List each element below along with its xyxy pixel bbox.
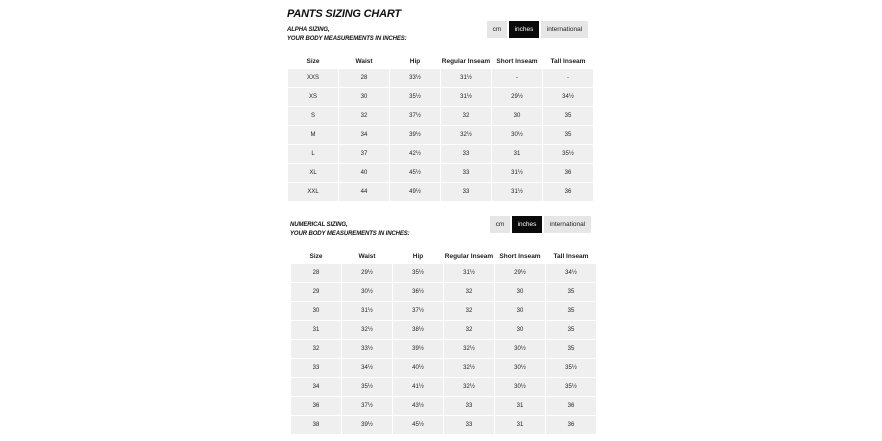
section-title-line-1: NUMERICAL SIZING,: [290, 222, 348, 228]
table-cell: 31: [495, 397, 545, 415]
table-row: [288, 126, 593, 144]
table-cell: 35: [543, 126, 593, 144]
table-cell: 33: [441, 145, 491, 163]
table-cell: 45½: [390, 164, 440, 182]
table-row: [291, 264, 596, 282]
table-cell: 32: [444, 302, 494, 320]
table-cell: 30: [495, 302, 545, 320]
table-cell: 30½: [495, 359, 545, 377]
table-cell: 30½: [342, 283, 392, 301]
table-cell: -: [543, 69, 593, 87]
table-cell: 34: [291, 378, 341, 396]
section-title: [290, 221, 410, 239]
table-row: [291, 359, 596, 377]
column-header: Tall Inseam: [546, 249, 596, 263]
table-cell: 33: [441, 183, 491, 201]
column-header: Regular Inseam: [444, 249, 494, 263]
table-cell: XS: [288, 88, 338, 106]
table-cell: 31: [291, 321, 341, 339]
table-cell: 30: [495, 321, 545, 339]
table-cell: 35½: [543, 145, 593, 163]
alpha-size-table: [287, 53, 594, 202]
unit-international-button[interactable]: international: [544, 216, 591, 233]
table-cell: 37½: [390, 107, 440, 125]
table-cell: 31½: [441, 69, 491, 87]
table-cell: 31: [495, 416, 545, 434]
table-cell: 29½: [492, 88, 542, 106]
section-title: [287, 26, 407, 44]
table-row: [291, 416, 596, 434]
table-row: [291, 397, 596, 415]
table-cell: 36: [546, 416, 596, 434]
table-cell: 31½: [492, 164, 542, 182]
table-cell: 31½: [492, 183, 542, 201]
unit-inches-button[interactable]: inches: [509, 21, 539, 38]
table-cell: 36½: [393, 283, 443, 301]
table-cell: 31½: [444, 264, 494, 282]
table-cell: XXL: [288, 183, 338, 201]
table-cell: 32: [444, 321, 494, 339]
table-row: [288, 107, 593, 125]
table-row: [288, 88, 593, 106]
table-cell: 45½: [393, 416, 443, 434]
table-cell: 29½: [342, 264, 392, 282]
section-title-line-2: YOUR BODY MEASUREMENTS IN INCHES:: [287, 36, 407, 42]
table-cell: 37: [339, 145, 389, 163]
table-cell: 33: [441, 164, 491, 182]
table-cell: XL: [288, 164, 338, 182]
table-cell: 32½: [444, 359, 494, 377]
table-cell: 35: [546, 283, 596, 301]
table-cell: 41½: [393, 378, 443, 396]
table-cell: 32: [444, 283, 494, 301]
table-cell: 40½: [393, 359, 443, 377]
table-cell: L: [288, 145, 338, 163]
table-cell: 39½: [393, 340, 443, 358]
section-title-line-2: YOUR BODY MEASUREMENTS IN INCHES:: [290, 231, 410, 237]
unit-inches-button[interactable]: inches: [512, 216, 542, 233]
table-cell: 33: [444, 397, 494, 415]
table-cell: 39½: [342, 416, 392, 434]
table-row: [291, 378, 596, 396]
column-header: Waist: [342, 249, 392, 263]
table-cell: 36: [543, 164, 593, 182]
column-header: Short Inseam: [492, 54, 542, 68]
table-cell: 35½: [393, 264, 443, 282]
table-row: [291, 340, 596, 358]
table-cell: 37½: [393, 302, 443, 320]
table-cell: M: [288, 126, 338, 144]
table-cell: 37½: [342, 397, 392, 415]
unit-toggle: [487, 21, 588, 38]
table-cell: 30½: [492, 126, 542, 144]
table-cell: 36: [291, 397, 341, 415]
table-cell: 35½: [546, 378, 596, 396]
table-cell: 31½: [342, 302, 392, 320]
table-cell: 32: [291, 340, 341, 358]
table-cell: 35½: [390, 88, 440, 106]
table-cell: 28: [339, 69, 389, 87]
table-cell: 43½: [393, 397, 443, 415]
table-cell: 35½: [546, 359, 596, 377]
table-cell: 30: [492, 107, 542, 125]
table-cell: 34½: [543, 88, 593, 106]
table-cell: 42½: [390, 145, 440, 163]
table-cell: XXS: [288, 69, 338, 87]
table-row: [288, 69, 593, 87]
column-header: Tall Inseam: [543, 54, 593, 68]
table-row: [288, 164, 593, 182]
table-cell: 35: [546, 321, 596, 339]
table-cell: 31½: [441, 88, 491, 106]
table-cell: 30: [339, 88, 389, 106]
table-cell: 32½: [441, 126, 491, 144]
table-row: [288, 145, 593, 163]
table-cell: 49½: [390, 183, 440, 201]
table-cell: 33: [444, 416, 494, 434]
unit-cm-button[interactable]: cm: [490, 216, 510, 233]
numerical-size-table: [290, 248, 597, 435]
table-row: [291, 321, 596, 339]
column-header: Short Inseam: [495, 249, 545, 263]
table-row: [291, 283, 596, 301]
table-cell: 32½: [342, 321, 392, 339]
table-row: [288, 183, 593, 201]
table-cell: S: [288, 107, 338, 125]
table-row: [291, 302, 596, 320]
table-header-row: [291, 249, 596, 263]
table-cell: 34: [339, 126, 389, 144]
table-cell: 31: [492, 145, 542, 163]
table-cell: 30½: [495, 340, 545, 358]
table-cell: 44: [339, 183, 389, 201]
table-cell: 32: [441, 107, 491, 125]
table-cell: 40: [339, 164, 389, 182]
table-cell: 38: [291, 416, 341, 434]
table-cell: 33½: [390, 69, 440, 87]
table-cell: 36: [546, 397, 596, 415]
table-cell: 30½: [495, 378, 545, 396]
table-cell: 29: [291, 283, 341, 301]
column-header: Size: [291, 249, 341, 263]
section-title-line-1: ALPHA SIZING,: [287, 27, 330, 33]
column-header: Size: [288, 54, 338, 68]
table-cell: 39½: [390, 126, 440, 144]
unit-international-button[interactable]: international: [541, 21, 588, 38]
table-cell: 35: [546, 340, 596, 358]
table-cell: 33: [291, 359, 341, 377]
unit-cm-button[interactable]: cm: [487, 21, 507, 38]
column-header: Waist: [339, 54, 389, 68]
table-header-row: [288, 54, 593, 68]
unit-toggle: [490, 216, 591, 233]
table-cell: 33½: [342, 340, 392, 358]
table-cell: 32: [339, 107, 389, 125]
table-cell: 38½: [393, 321, 443, 339]
table-cell: 29½: [495, 264, 545, 282]
table-cell: 34½: [546, 264, 596, 282]
table-cell: 36: [543, 183, 593, 201]
table-cell: 30: [495, 283, 545, 301]
table-cell: 34½: [342, 359, 392, 377]
column-header: Hip: [393, 249, 443, 263]
table-cell: 32½: [444, 340, 494, 358]
table-cell: 30: [291, 302, 341, 320]
table-cell: 32½: [444, 378, 494, 396]
table-cell: 35: [543, 107, 593, 125]
column-header: Hip: [390, 54, 440, 68]
table-cell: 35½: [342, 378, 392, 396]
column-header: Regular Inseam: [441, 54, 491, 68]
table-cell: 35: [546, 302, 596, 320]
table-cell: 28: [291, 264, 341, 282]
page-title: PANTS SIZING CHART: [287, 8, 401, 20]
table-cell: -: [492, 69, 542, 87]
